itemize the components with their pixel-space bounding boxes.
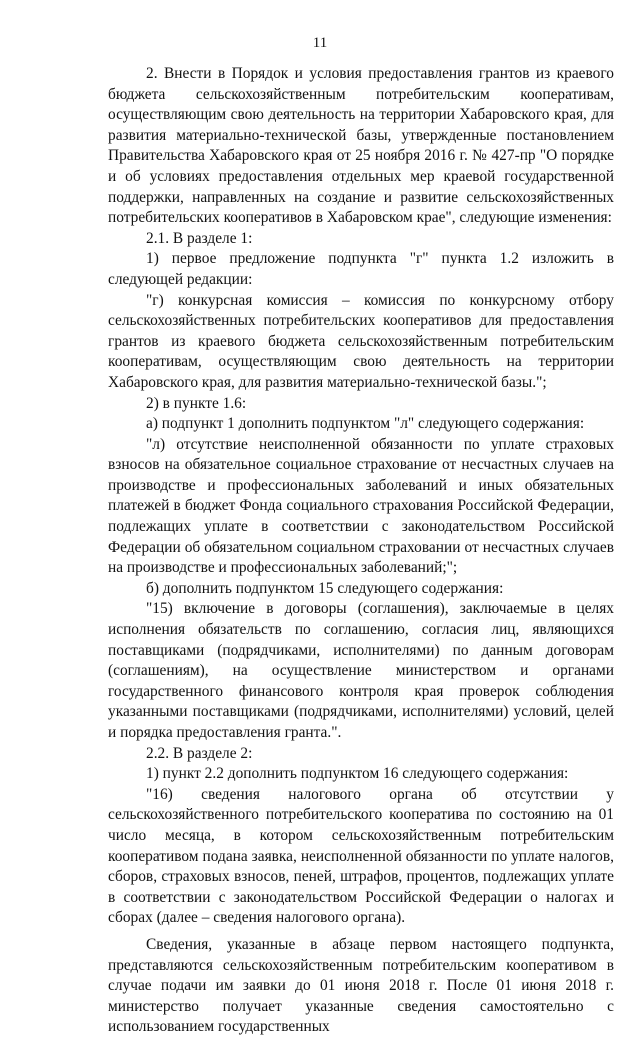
paragraph: 2. Внести в Порядок и условия предоставления грантов из краевого бюджета сельскохозяйственным потребительским кооперативам, осуществляющим свою деятельность на территории Хабаровского края, для развития материально-технической базы, утвержденные постановлением Правительства Хабаровского края от 25 ноября 2016 г. № 427-пр "О порядке и об условиях предоставления отдельных мер краевой государственной поддержки, направленных на создание и развитие сельскохозяйственных потребительских кооперативов в Хабаровском крае", следующие изменения:	[108, 65, 614, 227]
paragraph: 2) в пункте 1.6:	[146, 394, 247, 412]
document-body	[108, 64, 614, 1038]
page-number: 11	[312, 35, 328, 51]
paragraph: а) подпункт 1 дополнить подпунктом "л" следующего содержания:	[146, 415, 585, 433]
paragraph: 2.1. В разделе 1:	[146, 229, 253, 247]
paragraph: "16) сведения налогового органа об отсутствии у сельскохозяйственного потребительского кооператива по состоянию на 01 число месяца, в котором сельскохозяйственным потребительским кооперативом подана заявка, неисполненной обязанности по уплате налогов, сборов, страховых взносов, пеней, штрафов, процентов, подлежащих уплате в соответствии с законодательством Российской Федерации о налогах и сборах (далее – сведения налогового органа).	[108, 785, 614, 927]
paragraph: "15) включение в договоры (соглашения), заключаемые в целях исполнения обязательств по соглашению, согласия лиц, являющихся поставщиками (подрядчиками, исполнителями) по данным договорам (соглашениям), на осуществление министерством и органами государственного финансового контроля края проверок соблюдения указанными поставщиками (подрядчиками, исполнителями) условий, целей и порядка предоставления гранта.".	[108, 600, 614, 741]
paragraph: "л) отсутствие неисполненной обязанности по уплате страховых взносов на обязательное социальное страхование от несчастных случаев на производстве и профессиональных заболеваний и иных обязательных платежей в бюджет Фонда социального страхования Российской Федерации, подлежащих уплате в соответствии с законодательством Российской Федерации об обязательном социальном страховании от несчастных случаев на производстве и профессиональных заболеваний;";	[108, 435, 614, 577]
paragraph: 1) первое предложение подпункта "г" пункта 1.2 изложить в следующей редакции:	[108, 250, 614, 288]
paragraph: Сведения, указанные в абзаце первом настоящего подпункта, представляются сельскохозяйственным потребительским кооперативом в случае подачи им заявки до 01 июня 2018 г. После 01 июня 2018 г. министерство получает указанные сведения самостоятельно с использованием государственных	[108, 935, 614, 1036]
paragraph: б) дополнить подпунктом 15 следующего содержания:	[146, 579, 504, 597]
paragraph: 1) пункт 2.2 дополнить подпунктом 16 следующего содержания:	[146, 765, 569, 783]
paragraph: "г) конкурсная комиссия – комиссия по конкурсному отбору сельскохозяйственных потребительских кооперативов для предоставления грантов из краевого бюджета сельскохозяйственным потребительским кооперативам, осуществляющим свою деятельность на территории Хабаровского края, для развития материально-технической базы.";	[108, 291, 614, 391]
paragraph: 2.2. В разделе 2:	[146, 744, 253, 762]
